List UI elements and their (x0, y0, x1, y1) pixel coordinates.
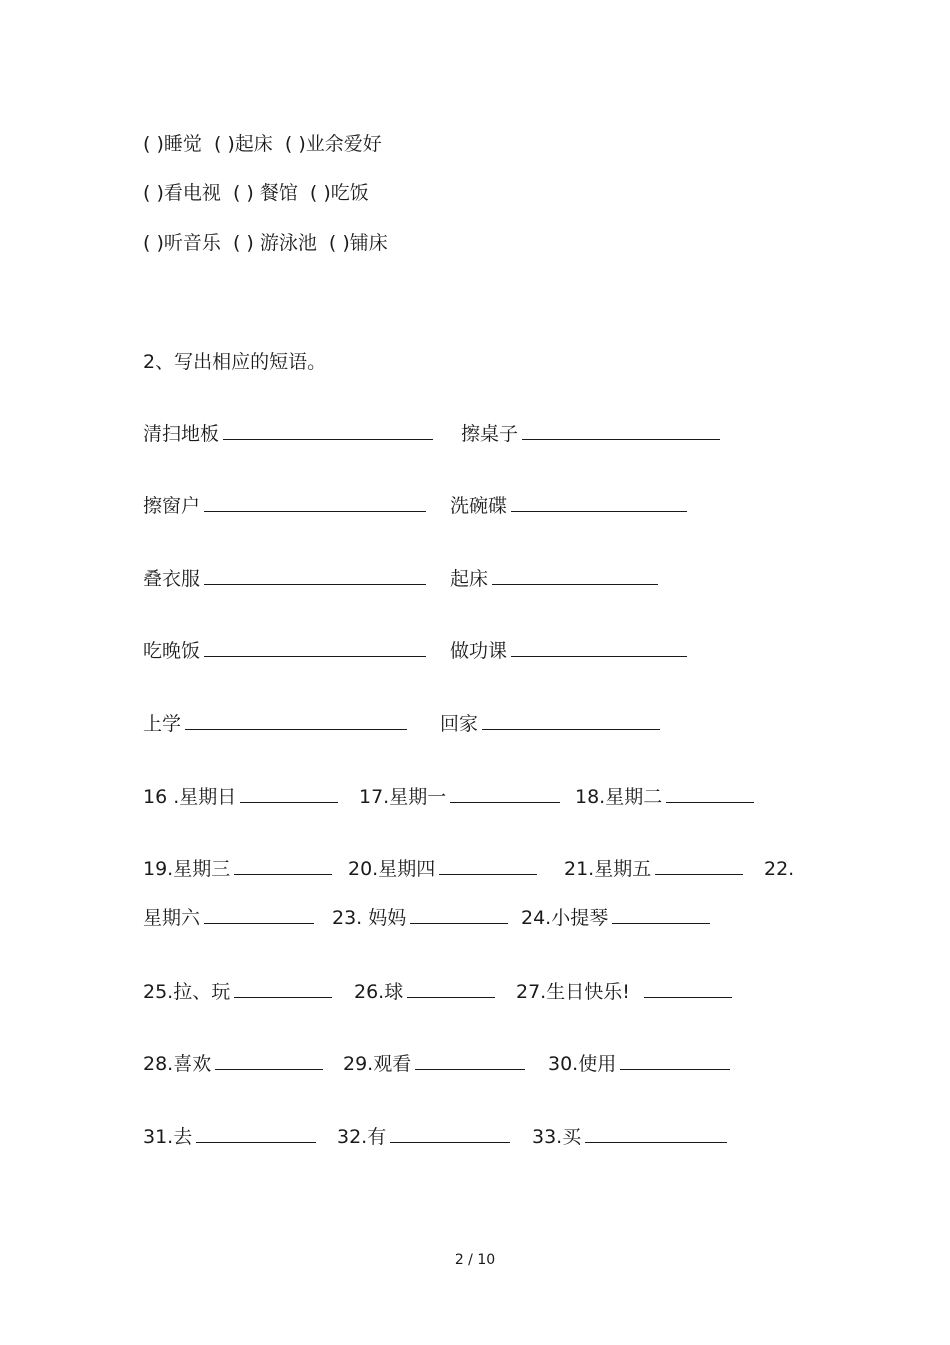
numbered-item (143, 856, 332, 882)
phrase-item (143, 421, 433, 447)
numbered-item (564, 856, 743, 882)
numbered-item (532, 1124, 727, 1150)
phrase-label: 清扫地板 (143, 423, 220, 445)
numbered-label: 28.喜欢 (143, 1053, 212, 1075)
phrase-item (461, 421, 720, 447)
numbered-label: 23. 妈妈 (332, 907, 407, 929)
phrase-label: 回家 (440, 713, 479, 735)
numbered-item (348, 856, 537, 882)
answer-blank[interactable] (234, 979, 332, 998)
phrase-label: 吃晚饭 (143, 640, 201, 662)
phrase-label: 洗碗碟 (450, 495, 508, 517)
answer-blank[interactable] (204, 638, 426, 657)
numbered-item (143, 784, 338, 810)
answer-blank[interactable] (234, 856, 332, 875)
numbered-item (548, 1051, 730, 1077)
numbered-label: 29.观看 (343, 1053, 412, 1075)
numbered-label: 25.拉、玩 (143, 981, 231, 1003)
numbered-label: 21.星期五 (564, 858, 652, 880)
answer-blank[interactable] (204, 493, 426, 512)
numbered-label: 24.小提琴 (521, 907, 609, 929)
answer-blank[interactable] (204, 566, 426, 585)
phrase-label: 起床 (450, 568, 489, 590)
numbered-label: 18.星期二 (575, 786, 663, 808)
phrase-item (440, 711, 660, 737)
numbered-item (343, 1051, 525, 1077)
answer-blank[interactable] (511, 493, 687, 512)
numbered-item (143, 905, 314, 931)
numbered-label: 26.球 (354, 981, 404, 1003)
answer-blank[interactable] (390, 1124, 510, 1143)
numbered-item (359, 784, 560, 810)
numbered-label: 30.使用 (548, 1053, 617, 1075)
numbered-item (143, 1051, 323, 1077)
answer-blank[interactable] (215, 1051, 323, 1070)
match-row-2: ( )看电视 ( ) 餐馆 ( )吃饭 (143, 182, 369, 204)
numbered-item (521, 905, 710, 931)
page-number: 2 / 10 (454, 1252, 496, 1268)
phrase-label: 擦桌子 (461, 423, 519, 445)
answer-blank[interactable] (666, 784, 754, 803)
answer-blank[interactable] (655, 856, 743, 875)
numbered-item (143, 1124, 316, 1150)
match-row-1: ( )睡觉 ( )起床 ( )业余爱好 (143, 133, 382, 155)
answer-blank[interactable] (492, 566, 658, 585)
answer-blank[interactable] (410, 905, 508, 924)
phrase-item (450, 638, 687, 664)
answer-blank[interactable] (223, 421, 433, 440)
answer-blank[interactable] (620, 1051, 730, 1070)
answer-blank[interactable] (585, 1124, 727, 1143)
numbered-item (516, 979, 732, 1005)
answer-blank[interactable] (196, 1124, 316, 1143)
answer-blank[interactable] (439, 856, 537, 875)
numbered-label: 20.星期四 (348, 858, 436, 880)
numbered-item (143, 979, 332, 1005)
match-row-3: ( )听音乐 ( ) 游泳池 ( )铺床 (143, 232, 388, 254)
phrase-label: 擦窗户 (143, 495, 201, 517)
answer-blank[interactable] (450, 784, 560, 803)
phrase-item (450, 493, 687, 519)
phrase-item (143, 638, 426, 664)
answer-blank[interactable] (511, 638, 687, 657)
section-heading: 2、写出相应的短语。 (143, 351, 327, 373)
answer-blank[interactable] (482, 711, 660, 730)
answer-blank[interactable] (415, 1051, 525, 1070)
answer-blank[interactable] (185, 711, 407, 730)
numbered-label: 31.去 (143, 1126, 193, 1148)
answer-blank[interactable] (407, 979, 495, 998)
numbered-item (332, 905, 508, 931)
phrase-item (450, 566, 658, 592)
answer-blank[interactable] (522, 421, 720, 440)
numbered-label: 17.星期一 (359, 786, 447, 808)
phrase-label: 叠衣服 (143, 568, 201, 590)
numbered-label: 33.买 (532, 1126, 582, 1148)
answer-blank[interactable] (204, 905, 314, 924)
numbered-label: 16 .星期日 (143, 786, 237, 808)
numbered-item (575, 784, 754, 810)
phrase-label: 做功课 (450, 640, 508, 662)
phrase-item (143, 566, 426, 592)
numbered-item (354, 979, 495, 1005)
phrase-item (143, 711, 407, 737)
numbered-label: 27.生日快乐! (516, 981, 630, 1003)
phrase-label: 上学 (143, 713, 182, 735)
numbered-label: 22. (764, 858, 795, 880)
numbered-label: 19.星期三 (143, 858, 231, 880)
numbered-item (337, 1124, 510, 1150)
numbered-label: 32.有 (337, 1126, 387, 1148)
phrase-item (143, 493, 426, 519)
answer-blank[interactable] (240, 784, 338, 803)
numbered-label: 星期六 (143, 907, 201, 929)
answer-blank[interactable] (612, 905, 710, 924)
answer-blank[interactable] (644, 979, 732, 998)
